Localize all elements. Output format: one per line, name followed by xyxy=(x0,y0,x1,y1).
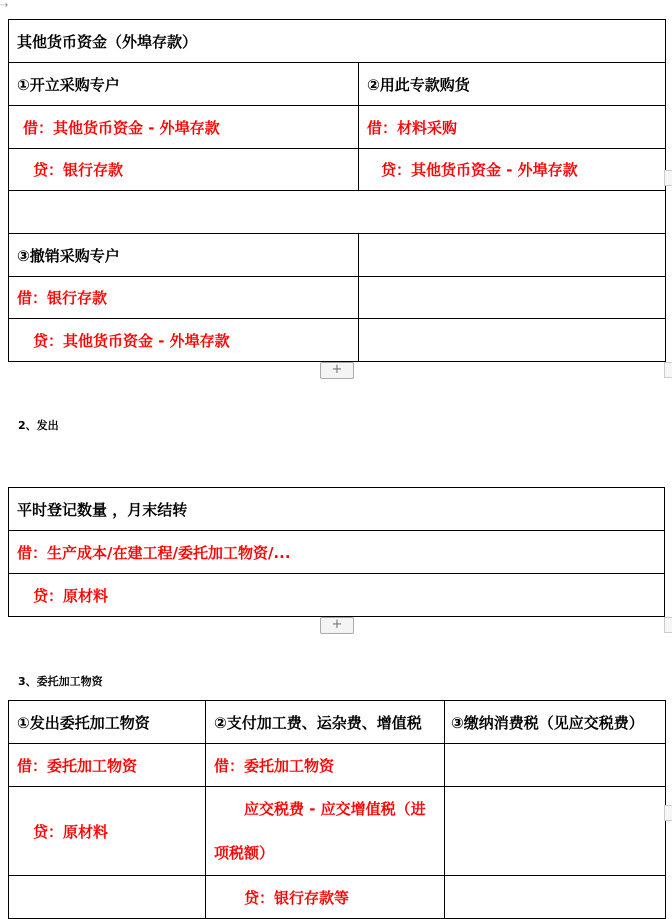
empty-cell xyxy=(359,234,666,277)
header-pay-fees: ②支付加工费、运杂费、增值税 xyxy=(206,701,445,744)
table-move-handle-icon[interactable]: ⇢ xyxy=(0,0,9,11)
issue-table xyxy=(8,487,665,617)
other-monetary-funds-table xyxy=(8,19,666,362)
header-consumption-tax: ③缴纳消费税（见应交税费） xyxy=(445,701,666,744)
step-purchase: ②用此专款购货 xyxy=(359,63,666,106)
vat-entry-line2: 项税额） xyxy=(214,844,275,862)
credit-entry: 贷：银行存款 xyxy=(9,149,359,191)
debit-entry: 借：生产成本/在建工程/委托加工物资/... xyxy=(9,531,665,574)
credit-entry: 贷：其他货币资金 - 外埠存款 xyxy=(9,319,359,362)
credit-entry: 贷：原材料 xyxy=(9,787,206,876)
debit-entry: 借：银行存款 xyxy=(9,277,359,319)
debit-entry: 借：其他货币资金 - 外埠存款 xyxy=(9,106,359,149)
issue-note: 平时登记数量 ，月末结转 xyxy=(9,488,665,531)
vat-entry-line1: 应交税费 - 应交增值税（进 xyxy=(244,800,426,818)
credit-entry: 贷：其他货币资金 - 外埠存款 xyxy=(359,149,666,191)
scroll-edge-handle[interactable] xyxy=(664,805,672,821)
empty-cell xyxy=(445,787,666,876)
resize-handle[interactable] xyxy=(664,362,672,378)
empty-cell xyxy=(9,876,206,919)
empty-cell xyxy=(359,277,666,319)
debit-entry: 借：委托加工物资 xyxy=(206,744,445,787)
add-row-button[interactable]: + xyxy=(320,617,354,634)
credit-entry: 贷：银行存款等 xyxy=(206,876,445,919)
step-open-account: ①开立采购专户 xyxy=(9,63,359,106)
step-close-account: ③撤销采购专户 xyxy=(9,234,359,277)
processing-materials-table xyxy=(8,700,666,919)
resize-handle[interactable] xyxy=(664,617,672,633)
empty-row xyxy=(9,191,666,234)
scroll-edge-handle[interactable] xyxy=(664,170,672,186)
table-title: 其他货币资金（外埠存款） xyxy=(9,20,666,63)
debit-entry: 借：材料采购 xyxy=(359,106,666,149)
empty-cell xyxy=(359,319,666,362)
add-row-button[interactable]: + xyxy=(320,362,354,379)
debit-entry: 借：委托加工物资 xyxy=(9,744,206,787)
section-heading-processing: 3、委托加工物资 xyxy=(18,675,103,688)
empty-cell xyxy=(445,876,666,919)
section-heading-issue: 2、发出 xyxy=(18,419,59,432)
header-send-out: ①发出委托加工物资 xyxy=(9,701,206,744)
credit-entry: 贷：原材料 xyxy=(9,574,665,617)
empty-cell xyxy=(445,744,666,787)
